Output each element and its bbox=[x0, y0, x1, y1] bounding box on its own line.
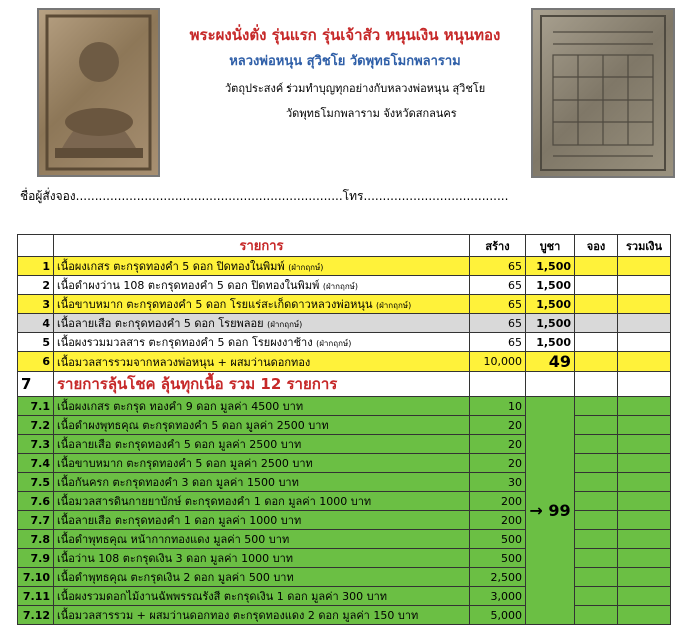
made-count: 20 bbox=[470, 435, 526, 454]
item-desc: ตะกรุด ทองคำ 9 ดอก มูลค่า 4500 บาท bbox=[113, 400, 304, 413]
price: 49 bbox=[526, 352, 575, 372]
item-name: เนื้อมวลสารรวม + ผสมว่านดอกทอง ตะกรุดทองแดง 2 ดอก bbox=[57, 609, 339, 622]
item-desc: ตะกรุดทองคำ 1 ดอก มูลค่า 1000 บาท bbox=[114, 514, 302, 527]
header-no bbox=[18, 235, 54, 257]
row-description bbox=[54, 587, 470, 606]
reserve-cell[interactable] bbox=[575, 416, 618, 435]
reserve-cell[interactable] bbox=[575, 257, 618, 276]
table-header-row bbox=[18, 235, 671, 257]
item-name: เนื้อมวลสารรวมจากหลวงพ่อหนุน + ผสมว่านดอกทอง bbox=[57, 355, 311, 369]
made-count: 10,000 bbox=[470, 352, 526, 372]
row-description bbox=[54, 454, 470, 473]
reserve-cell[interactable] bbox=[575, 295, 618, 314]
item-name: เนื้อว่าน 108 bbox=[57, 552, 120, 565]
item-note: (ฝ่ากฤกษ์) bbox=[267, 320, 303, 329]
made-count: 20 bbox=[470, 454, 526, 473]
table-row bbox=[18, 352, 671, 372]
made-count: 65 bbox=[470, 257, 526, 276]
item-desc: ตะกรุดทองคำ 5 ดอก โรยผงงาช้าง bbox=[148, 336, 313, 349]
reserve-cell[interactable] bbox=[575, 530, 618, 549]
made-count: 3,000 bbox=[470, 587, 526, 606]
item-name: เนื้อดำพุทธคุณ bbox=[57, 533, 127, 546]
reserve-cell[interactable] bbox=[575, 473, 618, 492]
made-count: 200 bbox=[470, 511, 526, 530]
header-total: รวมเงิน bbox=[618, 235, 671, 257]
item-desc: ตะกรุดทองคำ 5 ดอก มูลค่า 2500 บาท bbox=[126, 457, 313, 470]
row-number: 7.1 bbox=[18, 397, 54, 416]
row-number: 7.9 bbox=[18, 549, 54, 568]
row-description bbox=[54, 511, 470, 530]
lottery-price bbox=[526, 397, 575, 625]
row-description bbox=[54, 435, 470, 454]
row-number: 3 bbox=[18, 295, 54, 314]
item-name: เนื้อดำพุทธคุณ bbox=[57, 571, 127, 584]
total-cell[interactable] bbox=[618, 295, 671, 314]
total-cell[interactable] bbox=[618, 587, 671, 606]
made-count: 20 bbox=[470, 416, 526, 435]
lottery-heading: รายการลุ้นโชค ลุ้นทุกเนื้อ รวม 12 รายการ bbox=[54, 372, 470, 397]
row-description bbox=[54, 397, 470, 416]
row-description bbox=[54, 352, 470, 372]
row-description bbox=[54, 549, 470, 568]
total-cell[interactable] bbox=[618, 276, 671, 295]
row-description bbox=[54, 530, 470, 549]
table-row bbox=[18, 333, 671, 352]
row-number: 7.11 bbox=[18, 587, 54, 606]
row-number: 7.8 bbox=[18, 530, 54, 549]
price: 1,500 bbox=[526, 295, 575, 314]
total-cell[interactable] bbox=[618, 397, 671, 416]
row-number: 2 bbox=[18, 276, 54, 295]
item-name: เนื้อผงรวมมวลสาร bbox=[57, 336, 146, 349]
item-desc: หน้ากากทองแดง มูลค่า 500 บาท bbox=[130, 533, 290, 546]
row-number: 1 bbox=[18, 257, 54, 276]
total-cell[interactable] bbox=[618, 314, 671, 333]
row-description bbox=[54, 473, 470, 492]
row-number: 7.6 bbox=[18, 492, 54, 511]
row-number: 7.2 bbox=[18, 416, 54, 435]
price: 1,500 bbox=[526, 276, 575, 295]
item-desc: ตะกรุดทองคำ 5 ดอก มูลค่า 2500 บาท bbox=[142, 419, 329, 432]
item-note: (ฝ่ากฤกษ์) bbox=[288, 263, 324, 272]
table-row bbox=[18, 257, 671, 276]
price: 1,500 bbox=[526, 314, 575, 333]
row-number: 7.12 bbox=[18, 606, 54, 625]
row-number: 7.4 bbox=[18, 454, 54, 473]
total-cell[interactable] bbox=[618, 606, 671, 625]
row-number: 4 bbox=[18, 314, 54, 333]
row-description bbox=[54, 257, 470, 276]
made-count: 10 bbox=[470, 397, 526, 416]
price: 1,500 bbox=[526, 257, 575, 276]
total-cell[interactable] bbox=[618, 257, 671, 276]
made-count: 65 bbox=[470, 276, 526, 295]
table-row bbox=[18, 314, 671, 333]
header-price: บูชา bbox=[526, 235, 575, 257]
header-made: สร้าง bbox=[470, 235, 526, 257]
price: 1,500 bbox=[526, 333, 575, 352]
item-name: เนื้อมวลสารดินกายยาบักษ์ bbox=[57, 495, 182, 508]
total-cell[interactable] bbox=[618, 568, 671, 587]
order-form-line[interactable]: ชื่อผู้สั่งจอง......................................................................โทร...................................... bbox=[20, 189, 509, 203]
amulet-front-photo bbox=[37, 8, 160, 177]
row-number: 7.10 bbox=[18, 568, 54, 587]
total-cell[interactable] bbox=[618, 454, 671, 473]
item-name: เนื้อขาบหมาก bbox=[57, 298, 123, 311]
row-number: 7.7 bbox=[18, 511, 54, 530]
made-count: 500 bbox=[470, 549, 526, 568]
item-name: เนื้อลายเสือ bbox=[57, 438, 112, 451]
total-cell[interactable] bbox=[618, 435, 671, 454]
item-note: (ฝ่ากฤกษ์) bbox=[375, 301, 412, 310]
total-cell[interactable] bbox=[618, 473, 671, 492]
row-description bbox=[54, 416, 470, 435]
made-count: 65 bbox=[470, 333, 526, 352]
row-description bbox=[54, 606, 470, 625]
item-note: (ฝ่ากฤกษ์) bbox=[322, 282, 359, 291]
header-items: รายการ bbox=[54, 235, 470, 257]
item-desc: ตะกรุดเงิน 2 ดอก มูลค่า 500 บาท bbox=[130, 571, 294, 584]
row-number: 6 bbox=[18, 352, 54, 372]
row-description bbox=[54, 492, 470, 511]
row-number: 7.5 bbox=[18, 473, 54, 492]
row-description bbox=[54, 314, 470, 333]
item-desc: ตะกรุดเงิน 1 ดอก มูลค่า 300 บาท bbox=[223, 590, 388, 603]
empty-cell bbox=[618, 372, 671, 397]
monk-name: หลวงพ่อหนุน สุวิชโย วัดพุทธโมกพลาราม bbox=[229, 54, 461, 69]
item-name: เนื้อผงเกสร bbox=[57, 400, 110, 413]
row-description bbox=[54, 568, 470, 587]
purpose-text: ร่วมทำบุญทุกอย่างกับหลวงพ่อหนุน สุวิชโย bbox=[286, 82, 486, 95]
table-row bbox=[18, 295, 671, 314]
purpose-label: วัตถุประสงค์ : bbox=[225, 82, 291, 95]
empty-cell bbox=[470, 372, 526, 397]
item-note: (ฝ่ากฤกษ์) bbox=[316, 339, 352, 348]
item-desc: ตะกรุดทองคำ 5 ดอก ปิดทองในพิมพ์ bbox=[113, 260, 285, 273]
total-cell[interactable] bbox=[618, 492, 671, 511]
item-name: เนื้อดำผงพุทธคุณ bbox=[57, 419, 139, 432]
row-description bbox=[54, 276, 470, 295]
made-count: 5,000 bbox=[470, 606, 526, 625]
reserve-cell[interactable] bbox=[575, 568, 618, 587]
item-name: เนื้อผงรวมดอกไม้งานฉัพพรรณรังสี bbox=[57, 590, 221, 603]
item-desc: ตะกรุดทองคำ 3 ดอก มูลค่า 1500 บาท bbox=[112, 476, 299, 489]
empty-cell bbox=[575, 372, 618, 397]
made-count: 200 bbox=[470, 492, 526, 511]
reserve-cell[interactable] bbox=[575, 549, 618, 568]
item-name: เนื้อขาบหมาก bbox=[57, 457, 123, 470]
reserve-cell[interactable] bbox=[575, 314, 618, 333]
reserve-cell[interactable] bbox=[575, 587, 618, 606]
row-number: 7.3 bbox=[18, 435, 54, 454]
order-table bbox=[17, 234, 671, 625]
total-cell[interactable] bbox=[618, 333, 671, 352]
reserve-cell[interactable] bbox=[575, 397, 618, 416]
arrow-right-icon: → bbox=[529, 501, 549, 520]
table-row bbox=[18, 276, 671, 295]
total-cell[interactable] bbox=[618, 352, 671, 372]
reserve-cell[interactable] bbox=[575, 276, 618, 295]
total-cell[interactable] bbox=[618, 416, 671, 435]
item-name: เนื้อลายเสือ bbox=[57, 317, 112, 330]
total-cell[interactable] bbox=[618, 530, 671, 549]
made-count: 500 bbox=[470, 530, 526, 549]
item-desc: ตะกรุดทองคำ 1 ดอก มูลค่า 1000 บาท bbox=[184, 495, 372, 508]
item-desc: ตะกรุดทองคำ 5 ดอก มูลค่า 2500 บาท bbox=[114, 438, 302, 451]
reserve-cell[interactable] bbox=[575, 435, 618, 454]
page-title: พระผงนั่งตั่ง รุ่นแรก รุ่นเจ้าสัว หนุนเงิน หนุนทอง bbox=[189, 26, 501, 44]
empty-cell bbox=[526, 372, 575, 397]
row-number: 5 bbox=[18, 333, 54, 352]
lottery-row bbox=[18, 397, 671, 416]
total-cell[interactable] bbox=[618, 549, 671, 568]
lottery-price-value: 99 bbox=[548, 501, 571, 520]
item-desc: มูลค่า 150 บาท bbox=[342, 609, 419, 622]
item-desc: ตะกรุดเงิน 3 ดอก มูลค่า 1000 บาท bbox=[122, 552, 294, 565]
total-cell[interactable] bbox=[618, 511, 671, 530]
item-desc: ตะกรุดทองคำ 5 ดอก โรยพลอย bbox=[114, 317, 264, 330]
item-name: เนื้อผงเกสร bbox=[57, 260, 110, 273]
item-name: เนื้อลายเสือ bbox=[57, 514, 112, 527]
made-count: 65 bbox=[470, 314, 526, 333]
reserve-cell[interactable] bbox=[575, 333, 618, 352]
lottery-heading-row bbox=[18, 372, 671, 397]
row-description bbox=[54, 333, 470, 352]
item-name: เนื้อดำผงว่าน 108 bbox=[57, 279, 145, 292]
header-reserve: จอง bbox=[575, 235, 618, 257]
reserve-cell[interactable] bbox=[575, 606, 618, 625]
made-count: 65 bbox=[470, 295, 526, 314]
amulet-back-photo bbox=[531, 8, 675, 178]
item-desc: ตะกรุดทองคำ 5 ดอก โรยแร่สะเก็ดดาวหลวงพ่อหนุน bbox=[126, 298, 373, 311]
reserve-cell[interactable] bbox=[575, 492, 618, 511]
reserve-cell[interactable] bbox=[575, 454, 618, 473]
item-name: เนื้อกันครก bbox=[57, 476, 109, 489]
item-desc: ตะกรุดทองคำ 5 ดอก ปิดทองในพิมพ์ bbox=[147, 279, 320, 292]
reserve-cell[interactable] bbox=[575, 352, 618, 372]
temple-line: วัดพุทธโมกพลาราม จังหวัดสกลนคร bbox=[286, 107, 457, 120]
made-count: 30 bbox=[470, 473, 526, 492]
row-description bbox=[54, 295, 470, 314]
reserve-cell[interactable] bbox=[575, 511, 618, 530]
made-count: 2,500 bbox=[470, 568, 526, 587]
lottery-number: 7 bbox=[18, 372, 54, 397]
